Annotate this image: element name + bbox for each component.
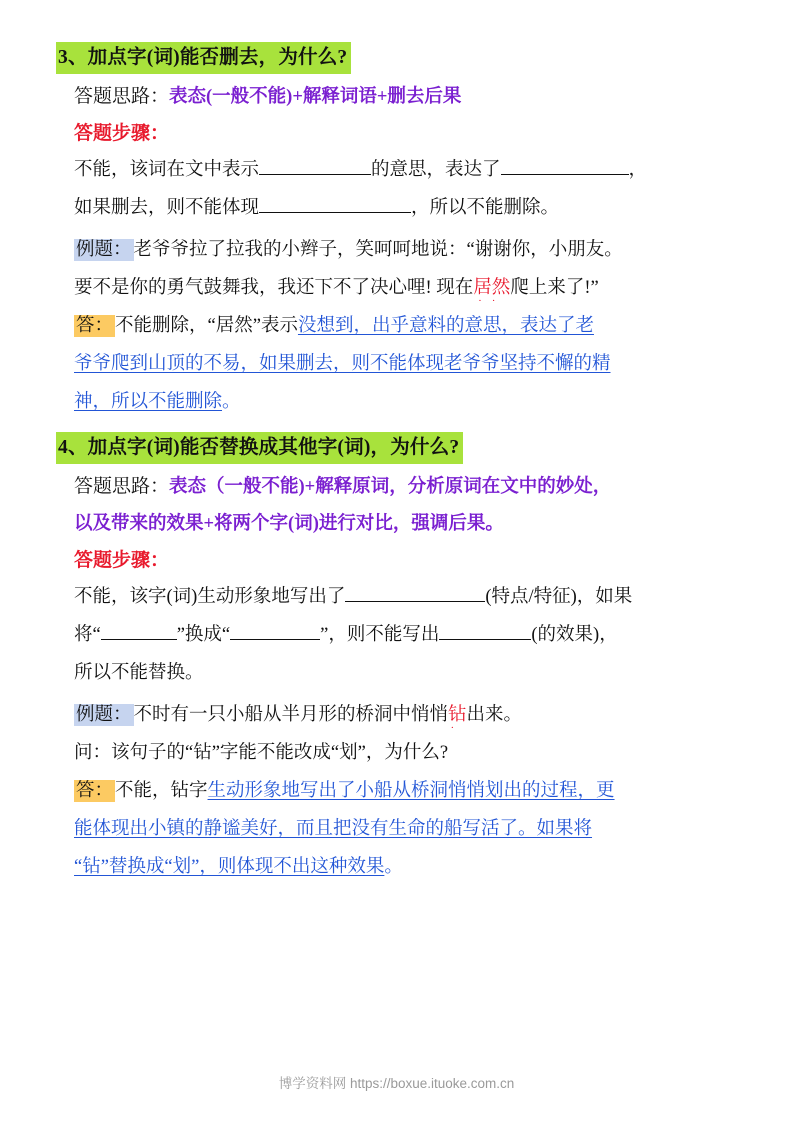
fill-blank xyxy=(439,622,531,640)
section3-emphasis-word: 居然 ·· xyxy=(473,278,511,308)
section3-answer-text-3a: 神，所以不能删除 xyxy=(74,391,223,412)
section4-emphasis-word: 钻 · xyxy=(448,705,467,734)
section3-step2-text-b: ，所以不能删除。 xyxy=(411,198,560,219)
section4-example-text-1a: 不时有一只小船从半月形的桥洞中悄悄 xyxy=(133,705,449,725)
section4-step-line-3 xyxy=(56,655,737,693)
section4-example-text-1b: 出来。 xyxy=(466,705,523,725)
section3-answer-line-2 xyxy=(74,346,737,384)
section4-step-line-2 xyxy=(56,617,737,655)
section3-step-line-2 xyxy=(56,190,737,228)
section4-example-line-1 xyxy=(74,697,737,735)
section4-answer-line-1 xyxy=(74,773,737,811)
section3-step1-text-c: ， xyxy=(628,160,648,181)
section4-example-line-2 xyxy=(74,735,737,773)
fill-blank xyxy=(259,157,371,175)
section4-example-label: 例题： xyxy=(76,705,132,725)
section4-example-block xyxy=(56,697,737,887)
section3-heading: 3、加点字(词)能否删去，为什么? xyxy=(56,42,351,74)
section4-idea-text-1: 表态（一般不能)+解释原词，分析原词在文中的妙处， xyxy=(169,477,612,498)
section4-idea-row-1 xyxy=(56,468,737,505)
section4-idea-row-2 xyxy=(56,505,737,542)
section3-steps-label: 答题步骤： xyxy=(74,123,170,145)
section4-step2-text-d: (的效果)， xyxy=(531,625,618,646)
section3-example-line-1 xyxy=(74,232,737,270)
section3-heading-row xyxy=(56,42,737,74)
section4-idea-label: 答题思路： xyxy=(74,476,170,498)
section3-example-label: 例题： xyxy=(76,240,132,261)
section3-answer-text-1b: 没想到，出乎意料的意思，表达了老 xyxy=(297,316,594,337)
section4-step1-text-b: (特点/特征)，如果 xyxy=(485,587,633,608)
footer-watermark: 博学资料网 https://boxue.ituoke.com.cn xyxy=(278,1076,515,1091)
section4-example-text-2: 问：该句子的“钻”字能不能改成“划”，为什么? xyxy=(74,742,449,763)
section4-step2-text-b: ”换成“ xyxy=(176,625,231,646)
section4-answer-text-1b: 生动形象地写出了小船从桥洞悄悄划出的过程，更 xyxy=(207,780,615,801)
section4-answer-line-3 xyxy=(74,849,737,887)
section3-idea-text: 表态(一般不能)+解释词语+删去后果 xyxy=(169,87,462,108)
section3-answer-line-1 xyxy=(74,308,737,346)
section3-answer-text-2: 爷爷爬到山顶的不易，如果删去，则不能体现老爷爷坚持不懈的精 xyxy=(74,353,611,374)
section3-step-line-1 xyxy=(56,152,737,190)
section3-example-text-1: 老爷爷拉了拉我的小辫子，笑呵呵地说：“谢谢你，小朋友。 xyxy=(133,240,623,261)
section3-idea-label: 答题思路： xyxy=(74,86,170,108)
fill-blank xyxy=(345,584,485,602)
section4-answer-text-3b: 。 xyxy=(384,856,403,877)
section4-step-line-1 xyxy=(56,579,737,617)
section4-steps-label: 答题步骤： xyxy=(74,550,170,572)
section3-answer-text-3b: 。 xyxy=(222,391,241,412)
section4-step2-text-c: ”，则不能写出 xyxy=(320,625,440,646)
section4-answer-text-3a: “钻”替换成“划”，则体现不出这种效果 xyxy=(74,856,385,877)
fill-blank xyxy=(501,157,629,175)
section3-step1-text-a: 不能，该词在文中表示 xyxy=(74,160,260,181)
section4-answer-text-2: 能体现出小镇的静谧美好，而且把没有生命的船写活了。如果将 xyxy=(74,818,593,839)
section3-step1-text-b: 的意思，表达了 xyxy=(371,160,501,181)
section4-step1-text-a: 不能，该字(词)生动形象地写出了 xyxy=(74,587,346,608)
section3-idea-row xyxy=(56,78,737,115)
section4-step3-text: 所以不能替换。 xyxy=(74,663,204,684)
section3-example-text-2a: 要不是你的勇气鼓舞我，我还下不了决心哩! 现在 xyxy=(74,278,474,299)
section3-example-text-2b: 爬上来了!” xyxy=(510,278,599,299)
section3-answer-line-3 xyxy=(74,384,737,422)
section4-heading: 4、加点字(词)能否替换成其他字(词)，为什么? xyxy=(56,432,463,464)
section4-answer-text-1a: 不能，钻字 xyxy=(115,780,208,801)
section4-step2-text-a: 将“ xyxy=(74,625,101,646)
section4-answer-label: 答： xyxy=(76,780,114,801)
section4-steps-row xyxy=(56,542,737,579)
emphasis-dots: ·· xyxy=(478,295,506,308)
fill-blank xyxy=(101,622,177,640)
section4-answer-line-2 xyxy=(74,811,737,849)
section4-idea-text-2: 以及带来的效果+将两个字(词)进行对比，强调后果。 xyxy=(74,514,504,535)
section3-step2-text-a: 如果删去，则不能体现 xyxy=(74,198,260,219)
section3-steps-row xyxy=(56,115,737,152)
emphasis-dots: · xyxy=(450,722,465,734)
fill-blank xyxy=(259,195,411,213)
fill-blank xyxy=(230,622,320,640)
section3-answer-text-1a: 不能删除，“居然”表示 xyxy=(115,316,298,337)
section3-example-block xyxy=(56,232,737,422)
section3-answer-label: 答： xyxy=(76,316,114,337)
section4-heading-row xyxy=(56,432,737,464)
section3-example-line-2 xyxy=(74,270,737,308)
